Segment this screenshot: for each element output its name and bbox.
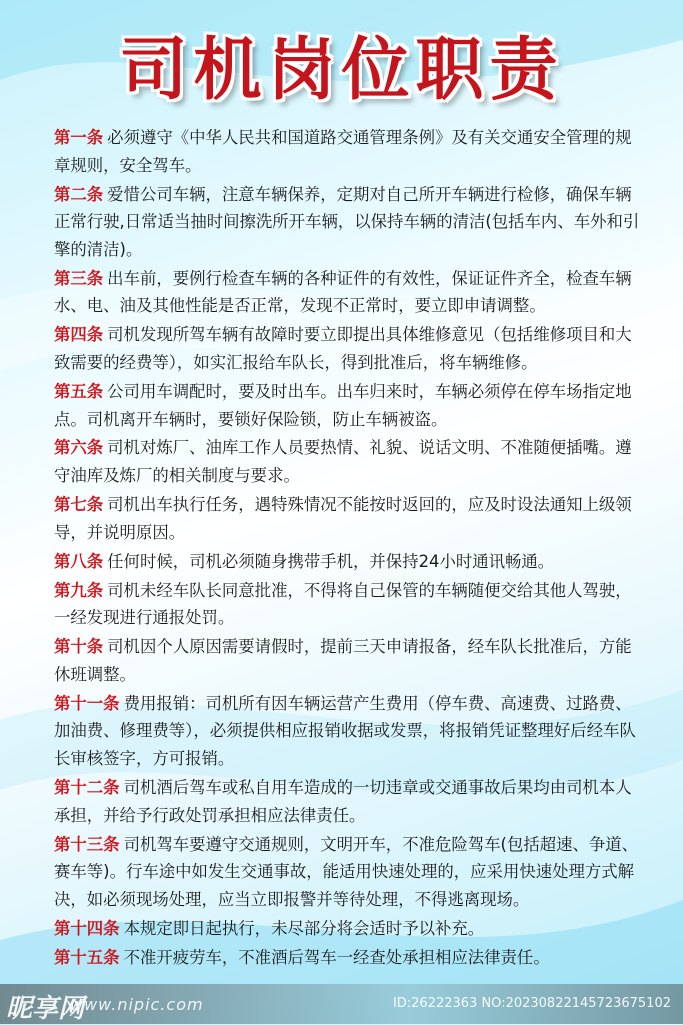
clause-text: 爱惜公司车辆，注意车辆保养，定期对自己所开车辆进行检修，确保车辆正常行驶,日常适当抽时间擦洗所开车辆，以保持车辆的清洁(包括车内、车外和引擎的清洁)。: [54, 184, 640, 259]
clause-item: [54, 831, 646, 914]
clause-number: 第三条: [54, 268, 104, 288]
watermark-site: www.nipic.com: [70, 995, 204, 1014]
clause-number: 第十条: [54, 637, 104, 657]
clause-item: [54, 548, 646, 576]
clause-item: [54, 265, 646, 320]
clause-number: 第十三条: [54, 834, 120, 854]
clause-text: 司机酒后驾车或私自用车造成的一切违章或交通事故后果均由司机本人承担，并给予行政处罚承担相应法律责任。: [54, 777, 632, 825]
clause-text: 司机对炼厂、油库工作人员要热情、礼貌、说话文明、不准随便插嘴。遵守油库及炼厂的相关制度与要求。: [54, 438, 632, 486]
clause-item: [54, 577, 646, 632]
clause-number: 第四条: [54, 325, 104, 345]
clause-text: 本规定即日起执行，未尽部分将会适时予以补充。: [123, 918, 485, 938]
clause-text: 司机驾车要遵守交通规则，文明开车，不准危险驾车(包括超速、争道、赛车等)。行车途中如发生交通事故，能适用快速处理的，应采用快速处理方式解决，如必须现场处理，应当立即报警并等待处理，不得逃离现场。: [54, 834, 639, 909]
clause-item: [54, 434, 646, 489]
clause-number: 第五条: [54, 381, 104, 401]
clause-text: 出车前，要例行检查车辆的各种证件的有效性，保证证件齐全，检查车辆水、电、油及其他性能是否正常，发现不正常时，要立即申请调整。: [54, 268, 632, 316]
clause-item: [54, 690, 646, 773]
clause-text: 费用报销：司机所有因车辆运营产生费用（停车费、高速费、过路费、加油费、修理费等），必须提供相应报销收据或发票，将报销凭证整理好后经车队长审核签字，方可报销。: [54, 693, 636, 768]
clause-text: 必须遵守《中华人民共和国道路交通管理条例》及有关交通安全管理的规章规则，安全驾车。: [54, 128, 632, 175]
clause-text: 司机因个人原因需要请假时，提前三天申请报备，经车队长批准后，方能休班调整。: [54, 637, 632, 684]
clause-text: 公司用车调配时，要及时出车。出车归来时，车辆必须停在停车场指定地点。司机离开车辆时，要锁好保险锁，防止车辆被盗。: [54, 381, 632, 429]
clause-number: 第一条: [54, 128, 104, 147]
clause-item: [54, 181, 646, 264]
clause-text: 司机发现所驾车辆有故障时要立即提出具体维修意见（包括维修项目和大致需要的经费等），如实汇报给车队长，得到批准后，将车辆维修。: [54, 325, 632, 372]
clause-number: 第十一条: [54, 693, 120, 713]
clause-item: [54, 124, 646, 179]
poster-title: 司机岗位职责: [119, 30, 564, 110]
clause-number: 第七条: [54, 495, 104, 515]
clause-number: 第十五条: [54, 947, 120, 967]
clause-text: 司机出车执行任务，遇特殊情况不能按时返回的，应及时设法通知上级领导，并说明原因。: [54, 495, 632, 542]
clause-number: 第十四条: [54, 918, 120, 938]
clause-text: 不准开疲劳车，不准酒后驾车一经查处承担相应法律责任。: [123, 947, 550, 967]
clause-item: [54, 321, 646, 376]
clause-number: 第十二条: [54, 777, 120, 797]
clause-number: 第二条: [54, 184, 104, 204]
clause-number: 第九条: [54, 580, 104, 600]
clause-text: 司机未经车队长同意批准，不得将自己保管的车辆随便交给其他人驾驶，一经发现进行通报处罚。: [54, 580, 632, 628]
clause-item: [54, 944, 646, 972]
watermark-id: ID:26222363 NO:20230822145723675102: [392, 996, 671, 1011]
clause-item: [54, 378, 646, 433]
watermark-bar: [0, 984, 683, 1024]
clause-item: [54, 491, 646, 546]
watermark-logo: 昵享网: [6, 994, 85, 1024]
clause-number: 第八条: [54, 551, 104, 571]
clause-text: 任何时候，司机必须随身携带手机，并保持24小时通讯畅通。: [107, 551, 555, 571]
clause-item: [54, 633, 646, 688]
clause-list: [54, 124, 646, 973]
clause-item: [54, 915, 646, 943]
clause-number: 第六条: [54, 438, 104, 458]
clause-item: [54, 774, 646, 829]
